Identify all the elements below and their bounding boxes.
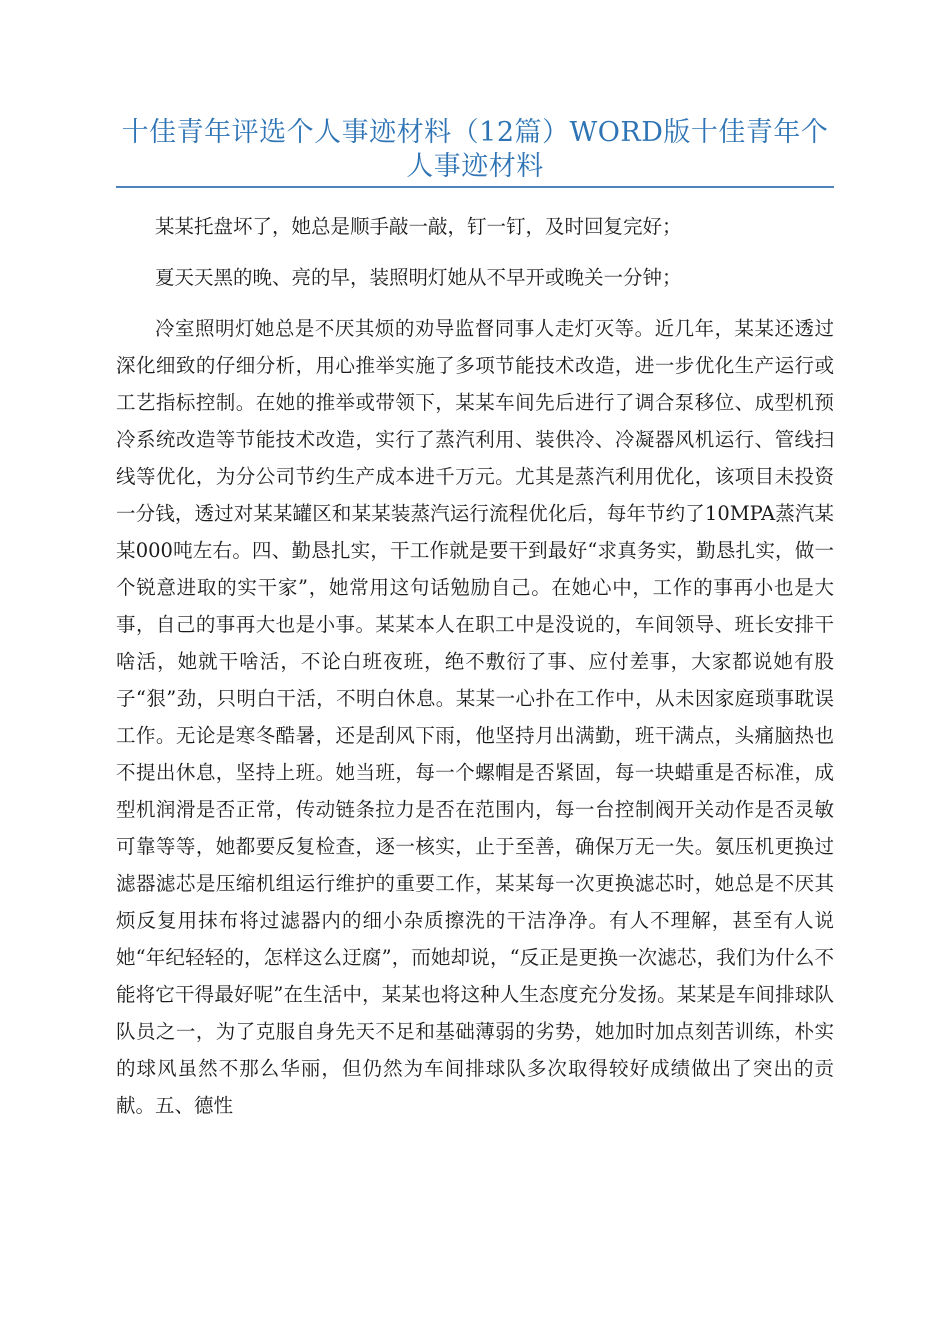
paragraph: 夏天天黑的晚、亮的早，装照明灯她从不早开或晚关一分钟； xyxy=(155,266,682,289)
paragraph: 冷室照明灯她总是不厌其烦的劝导监督同事人走灯灭等。近几年，某某还透过深化细致的仔细分析，用心推举实施了多项节能技术改造，进一步优化生产运行或工艺指标控制。在她的推举或带领下，某某车间先后进行了调合泵移位、成型机预冷系统改造等节能技术改造，实行了蒸汽利用、装供冷、冷凝器风机运行、管线扫线等优化，为分公司节约生产成本进千万元。尤其是蒸汽利用优化，该项目未投资一分钱，透过对某某罐区和某某装蒸汽运行流程优化后，每年节约了10MPA蒸汽某某000吨左右。四、勤恳扎实，干工作就是要干到最好“求真务实，勤恳扎实，做一个锐意进取的实干家”，她常用这句话勉励自己。在她心中，工作的事再小也是大事，自己的事再大也是小事。某某本人在职工中是没说的，车间领导、班长安排干啥活，她就干啥活，不论白班夜班，绝不敷衍了事、应付差事，大家都说她有股子“狠”劲，只明白干活，不明白休息。某某一心扑在工作中，从未因家庭琐事耽误工作。无论是寒冬酷暑，还是刮风下雨，他坚持月出满勤，班干满点，头痛脑热也不提出休息，坚持上班。她当班，每一个螺帽是否紧固，每一块蜡重是否标准，成型机润滑是否正常，传动链条拉力是否在范围内，每一台控制阀开关动作是否灵敏可靠等等，她都要反复检查，逐一核实，止于至善，确保万无一失。氨压机更换过滤器滤芯是压缩机组运行维护的重要工作，某某每一次更换滤芯时，她总是不厌其烦反复用抹布将过滤器内的细小杂质擦洗的干洁净净。有人不理解，甚至有人说她“年纪轻轻的，怎样这么迂腐”，而她却说，“反正是更换一次滤芯，我们为什么不能将它干得最好呢”在生活中，某某也将这种人生态度充分发扬。某某是车间排球队队员之一，为了克服自身先天不足和基础薄弱的劣势，她加时加点刻苦训练，朴实的球风虽然不那么华丽，但仍然为车间排球队多次取得较好成绩做出了突出的贡献。五、德性 xyxy=(116,317,834,1117)
document-title: 十佳青年评选个人事迹材料（12篇）WORD版十佳青年个人事迹材料 xyxy=(121,117,829,182)
paragraph: 某某托盘坏了，她总是顺手敲一敲，钉一钉，及时回复完好； xyxy=(155,215,682,238)
title-divider xyxy=(116,186,834,188)
document-body xyxy=(116,208,834,1124)
